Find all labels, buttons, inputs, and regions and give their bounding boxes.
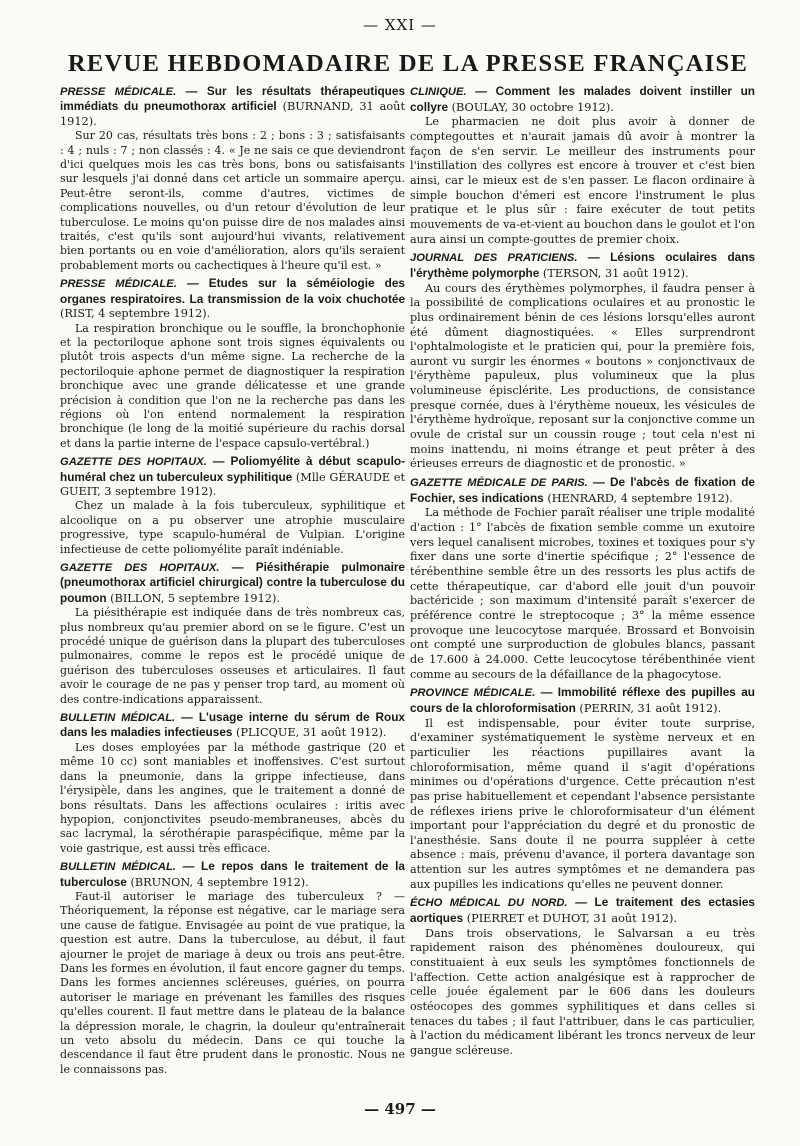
article-citation: (TERSON, 31 août 1912). xyxy=(539,266,689,280)
article-heading xyxy=(60,859,405,890)
article-citation: (PIERRET et DUHOT, 31 août 1912). xyxy=(463,912,678,926)
left-column xyxy=(60,84,405,1080)
article-citation: (BILLON, 5 septembre 1912). xyxy=(106,591,280,605)
journal-source: GAZETTE MÉDICALE DE PARIS. xyxy=(410,477,588,490)
article-heading xyxy=(410,685,755,716)
article-title: — Lésions oculaires dans l'érythème polymorphe xyxy=(410,250,756,280)
article xyxy=(60,859,405,1077)
article xyxy=(410,250,755,472)
article-title: — Piésithérapie pulmonaire (pneumothorax artificiel chirurgical) contre la tuberculose du poumon xyxy=(60,560,405,605)
journal-source: JOURNAL DES PRATICIENS. xyxy=(410,252,578,265)
article-citation: (HENRARD, 4 septembre 1912). xyxy=(543,491,733,505)
masthead-title: REVUE HEBDOMADAIRE DE LA PRESSE FRANÇAISE xyxy=(67,50,749,77)
article-heading xyxy=(60,84,405,129)
article xyxy=(60,276,405,451)
article-title: — Etudes sur la séméiologie des organes respiratoires. La transmission de la voix chuchotée xyxy=(60,276,405,306)
article-heading xyxy=(410,84,755,115)
journal-source: GAZETTE DES HOPITAUX. xyxy=(60,562,220,574)
article-body: La piésithérapie est indiquée dans de très nombreux cas, plus nombreux qu'au premier abord on se le figure. C'est un procédé unique de guérison dans la plupart des tuberculoses pulmonaires, comme le repos est le procédé unique de guérison des tuberculoses osseuses et articulaires. Il faut avoir le courage de ne pas y penser trop tard, au moment où des contre-indications apparaissent. xyxy=(60,606,405,706)
article xyxy=(410,84,755,247)
article-citation: (BOULAY, 30 octobre 1912). xyxy=(448,100,614,114)
article-body: Il est indispensable, pour éviter toute surprise, d'examiner systématiquement le système nerveux et en particulier les réactions pupillaires avant la chloroformisation, même quand il s'agit d'opérations minimes ou d'opérations d'urgence. Cette précaution n'est pas prise habituellement et cependant l'absence persistante de réflexes iriens prive le chloroformisateur d'un élément important pour l'appréciation du degré et du pronostic de l'anesthésie. Sans doute il ne pourra suppléer à cette absence : mais, prévenu d'avance, il portera davantage son attention sur les autres symptômes et ne demandera pas aux pupilles les indications qu'elles ne peuvent donner. xyxy=(410,716,755,891)
article-body: Le pharmacien ne doit plus avoir à donner de comptegouttes et n'aurait jamais dû avoir à montrer la façon de s'en servir. Le meilleur des instruments pour l'instillation des collyres est encore à trouver et c'est bien ainsi, car le mieux est de s'en passer. Le flacon ordinaire à simple bouchon d'émeri est encore l'instrument le plus pratique et le plus sûr : faire exécuter de tout petits mouvements de va-et-vient au bouchon dans le goulot et l'on aura ainsi un compte-gouttes de premier choix. xyxy=(410,115,755,246)
article-heading xyxy=(60,276,405,321)
article-citation: (BURNAND, 31 août 1912). xyxy=(60,100,405,128)
article-body: Sur 20 cas, résultats très bons : 2 ; bons : 3 ; satisfaisants : 4 ; nuls : 7 ; non classés : 4. « Je ne sais ce que deviendront d'ici quelques mois les cas très bons, bons ou satisfaisants sur lesquels j'ai donné dans cet article un sommaire aperçu. Peut-être seront-ils, comme d'autres, victimes de complications nouvelles, ou d'un retour d'évolution de leur tuberculose. Le moins qu'on puisse dire de nos malades ainsi traités, c'est qu'ils sont aujourd'hui vivants, relativement bien portants ou en voie d'amélioration, alors qu'ils seraient probablement morts ou cachectiques à l'heure qu'il est. » xyxy=(60,129,405,272)
article-body: La méthode de Fochier paraît réaliser une triple modalité d'action : 1° l'abcès de fixation semble comme un exutoire vers lequel canalisent microbes, toxines et toxiques pour s'y fixer dans une sorte d'inertie spécifique ; 2° l'essence de térébenthine semble être un des ressorts les plus actifs de cette thérapeutique, car d'abord elle jouit d'un pouvoir bactéricide ; son maximum d'intensité paraît s'exercer de préférence contre le streptocoque ; 3° la même essence provoque une leucocytose marquée. Brossard et Bonvoisin ont compté une surproduction de globules blancs, passant de 17.600 à 24.000. Cette leucocytose térébenthinée vient comme au secours de la défaillance de la phagocytose. xyxy=(410,506,755,681)
article-heading xyxy=(410,250,755,281)
article xyxy=(410,475,755,682)
journal-source: BULLETIN MÉDICAL. xyxy=(60,712,176,725)
article-citation: (PERRIN, 31 août 1912). xyxy=(575,701,722,715)
article xyxy=(60,710,405,856)
article-body: Chez un malade à la fois tuberculeux, syphilitique et alcoolique on a pu observer une atrophie musculaire progressive, type scapulo-huméral de Vulpian. L'origine infectieuse de cette poliomyélite paraît indéniable. xyxy=(60,499,405,556)
journal-source: GAZETTE DES HOPITAUX. xyxy=(60,456,207,469)
article-body: Faut-il autoriser le mariage des tuberculeux ? — Théoriquement, la réponse est négative, car le mariage sera une cause de fatigue. Envisagée au point de vue pratique, la question est autre. Dans la tuberculose, au début, il faut ajourner le projet de mariage à deux ou trois ans peut-être. Dans les formes en évolution, il faut encore gagner du temps. Dans les formes anciennes scléreuses, guéries, on pourra autoriser le mariage en prévenant les familles des risques qu'elles courent. Il faut mettre dans le plateau de la balance la dépression morale, le chagrin, la douleur qu'entraînerait un veto absolu du médecin. Dans ce qui touche la descendance il faut être prudent dans le pronostic. Nous ne le connaissons pas. xyxy=(60,889,405,1076)
article-citation: (BRUNON, 4 septembre 1912). xyxy=(126,875,309,889)
article-heading xyxy=(410,475,755,506)
journal-source: ÉCHO MÉDICAL DU NORD. xyxy=(410,897,568,910)
article-heading xyxy=(60,454,405,499)
article xyxy=(60,454,405,557)
article xyxy=(60,84,405,273)
article-citation: (PLICQUE, 31 août 1912). xyxy=(232,726,387,740)
article xyxy=(410,685,755,892)
page-number: — 497 — xyxy=(364,1100,436,1118)
article xyxy=(410,895,755,1058)
journal-source: CLINIQUE. xyxy=(410,86,467,98)
article-body: La respiration bronchique ou le souffle, la bronchophonie et la pectoriloque aphone sont trois signes équivalents ou plutôt trois aspects d'un même signe. La recherche de la pectoriloquie aphone permet de diagnostiquer la respiration bronchique avec une grande délicatesse et une grande précision à condition que l'on ne la recherche pas dans les régions où l'on entend normalement la respiration bronchique (le long de la moitié supérieure du rachis dorsal et dans la partie interne de l'espace capsulo-vertébral.) xyxy=(60,321,405,450)
article-title: — Poliomyélite à début scapulo-huméral chez un tuberculeux syphilitique xyxy=(60,454,405,484)
journal-source: PROVINCE MÉDICALE. xyxy=(410,687,536,700)
right-column xyxy=(410,84,755,1062)
article-heading xyxy=(60,710,405,741)
article-body: Au cours des érythèmes polymorphes, il faudra penser à la possibilité de complications oculaires et au pronostic le plus ordinairement bénin de ces lésions lorsqu'elles auront été dûment diagnostiquées. « Elles surprendront l'ophtalmologiste et le praticien qui, pour la première fois, auront vu surgir les énormes « boutons » conjonctivaux de l'érythème papuleux, plus volumineux que la plus volumineuse épisclérite. Les productions, de consistance presque cornée, dues à l'érythème noueux, les vésicules de l'érythème hydroïque, reposant sur la conjonctive comme un ovule de cristal sur un coussin rouge ; tout cela n'est ni moins inattendu, ni moins étrange et peut prêter à des érieuses erreurs de diagnostic et de pronostic. » xyxy=(410,281,755,471)
article-title: — Comment les malades doivent instiller un collyre xyxy=(410,84,755,114)
journal-source: PRESSE MÉDICALE. xyxy=(60,278,177,291)
article-citation: (RIST, 4 septembre 1912). xyxy=(60,307,211,321)
journal-source: BULLETIN MÉDICAL. xyxy=(60,861,176,874)
journal-source: PRESSE MÉDICALE. xyxy=(60,86,177,98)
article-title: — Le traitement des ectasies aortiques xyxy=(410,895,755,926)
article-title: — Immobilité réflexe des pupilles au cours de la chloroformisation xyxy=(410,685,755,715)
article-citation: (Mlle GÉRAUDE et GUEIT, 3 septembre 1912). xyxy=(60,470,405,498)
article-title: — Le repos dans le traitement de la tuberculose xyxy=(60,859,405,889)
article xyxy=(60,560,405,707)
page-roman-numeral: — XXI — xyxy=(363,16,437,34)
article-heading xyxy=(60,560,405,606)
article-title: — L'usage interne du sérum de Roux dans les maladies infectieuses xyxy=(60,710,405,740)
article-title: — De l'abcès de fixation de Fochier, ses indications xyxy=(410,475,755,505)
article-heading xyxy=(410,895,755,926)
article-title: — Sur les résultats thérapeutiques immédiats du pneumothorax artificiel xyxy=(60,84,406,114)
article-body: Les doses employées par la méthode gastrique (20 et même 10 cc) sont maniables et inoffensives. C'est surtout dans la pneumonie, dans la grippe infectieuse, dans l'érysipèle, dans les angines, que le traitement a donné de bons résultats. Dans les affections oculaires : iritis avec hypopion, conjonctivites pseudo-membraneuses, abcès du sac lacrymal, la sérothérapie paraspécifique, même par la voie gastrique, est aussi très efficace. xyxy=(60,740,405,855)
article-body: Dans trois observations, le Salvarsan a eu très rapidement raison des phénomènes douloureux, qui constituaient à eux seuls les symptômes fonctionnels de l'affection. Cette action analgésique est à rapprocher de celle jouée également par le 606 dans les douleurs ostéocopes des gommes syphilitiques et dans celles si tenaces du tabes ; il faut l'attribuer, dans le cas particulier, à l'action du médicament libérant les troncs nerveux de leur gangue scléreuse. xyxy=(410,926,755,1057)
